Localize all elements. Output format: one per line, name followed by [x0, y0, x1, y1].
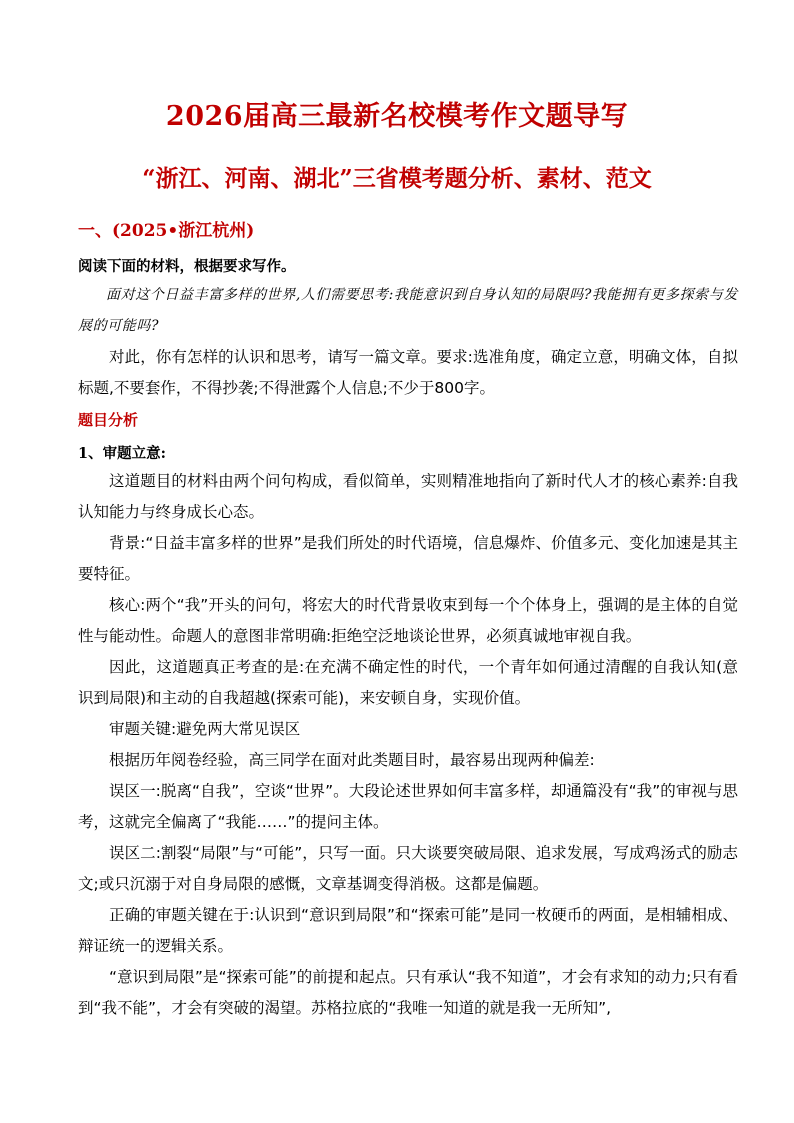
body-paragraph: 误区二:割裂“局限”与“可能”，只写一面。只大谈要突破局限、追求发展，写成鸡汤式的励志文;或只沉溺于对自身局限的感慨，文章基调变得消极。这都是偏题。	[78, 844, 738, 893]
body-paragraph: “意识到局限”是“探索可能”的前提和起点。只有承认“我不知道”，才会有求知的动力;只有看到“我不能”，才会有突破的渴望。苏格拉底的“我唯一知道的就是我一无所知”,	[78, 968, 738, 1017]
body-paragraph: 误区一:脱离“自我”，空谈“世界”。大段论述世界如何丰富多样，却通篇没有“我”的审视与思考，这就完全偏离了“我能……”的提问主体。	[78, 782, 738, 831]
instruction-text: 阅读下面的材料，根据要求写作。	[78, 258, 296, 275]
requirement-paragraph: 对此，你有怎样的认识和思考，请写一篇文章。要求:选准角度，确定立意，明确文体，自拟标题,不要套作，不得抄袭;不得泄露个人信息;不少于800字。	[78, 348, 738, 397]
body-paragraph: 审题关键:避免两大常见误区	[109, 720, 301, 738]
section-heading: 一、(2025•浙江杭州)	[78, 221, 255, 241]
body-paragraph: 因此，这道题真正考查的是:在充满不确定性的时代，一个青年如何通过清醒的自我认知(意识到局限)和主动的自我超越(探索可能)，来安顿自身，实现价值。	[78, 658, 738, 707]
body-paragraph: 根据历年阅卷经验，高三同学在面对此类题目时，最容易出现两种偏差:	[109, 751, 595, 769]
body-paragraph: 背景:“日益丰富多样的世界”是我们所处的时代语境，信息爆炸、价值多元、变化加速是其主要特征。	[78, 534, 738, 583]
analysis-heading: 题目分析	[78, 411, 139, 429]
document-subtitle: “浙江、河南、湖北”三省模考题分析、素材、范文	[142, 165, 652, 192]
subsection-heading: 1、审题立意:	[78, 445, 166, 462]
body-paragraph: 这道题目的材料由两个问句构成，看似简单，实则精准地指向了新时代人才的核心素养:自我认知能力与终身成长心态。	[78, 472, 738, 521]
body-paragraph: 核心:两个“我”开头的问句，将宏大的时代背景收束到每一个个体身上，强调的是主体的自觉性与能动性。命题人的意图非常明确:拒绝空泛地谈论世界，必须真诚地审视自我。	[78, 596, 738, 645]
material-quote: 面对这个日益丰富多样的世界,人们需要思考:我能意识到自身认知的局限吗?我能拥有更多探索与发展的可能吗?	[78, 287, 738, 334]
body-paragraph: 正确的审题关键在于:认识到“意识到局限”和“探索可能”是同一枚硬币的两面，是相辅相成、辩证统一的逻辑关系。	[78, 906, 738, 955]
document-title: 2026届高三最新名校模考作文题导写	[165, 101, 629, 132]
